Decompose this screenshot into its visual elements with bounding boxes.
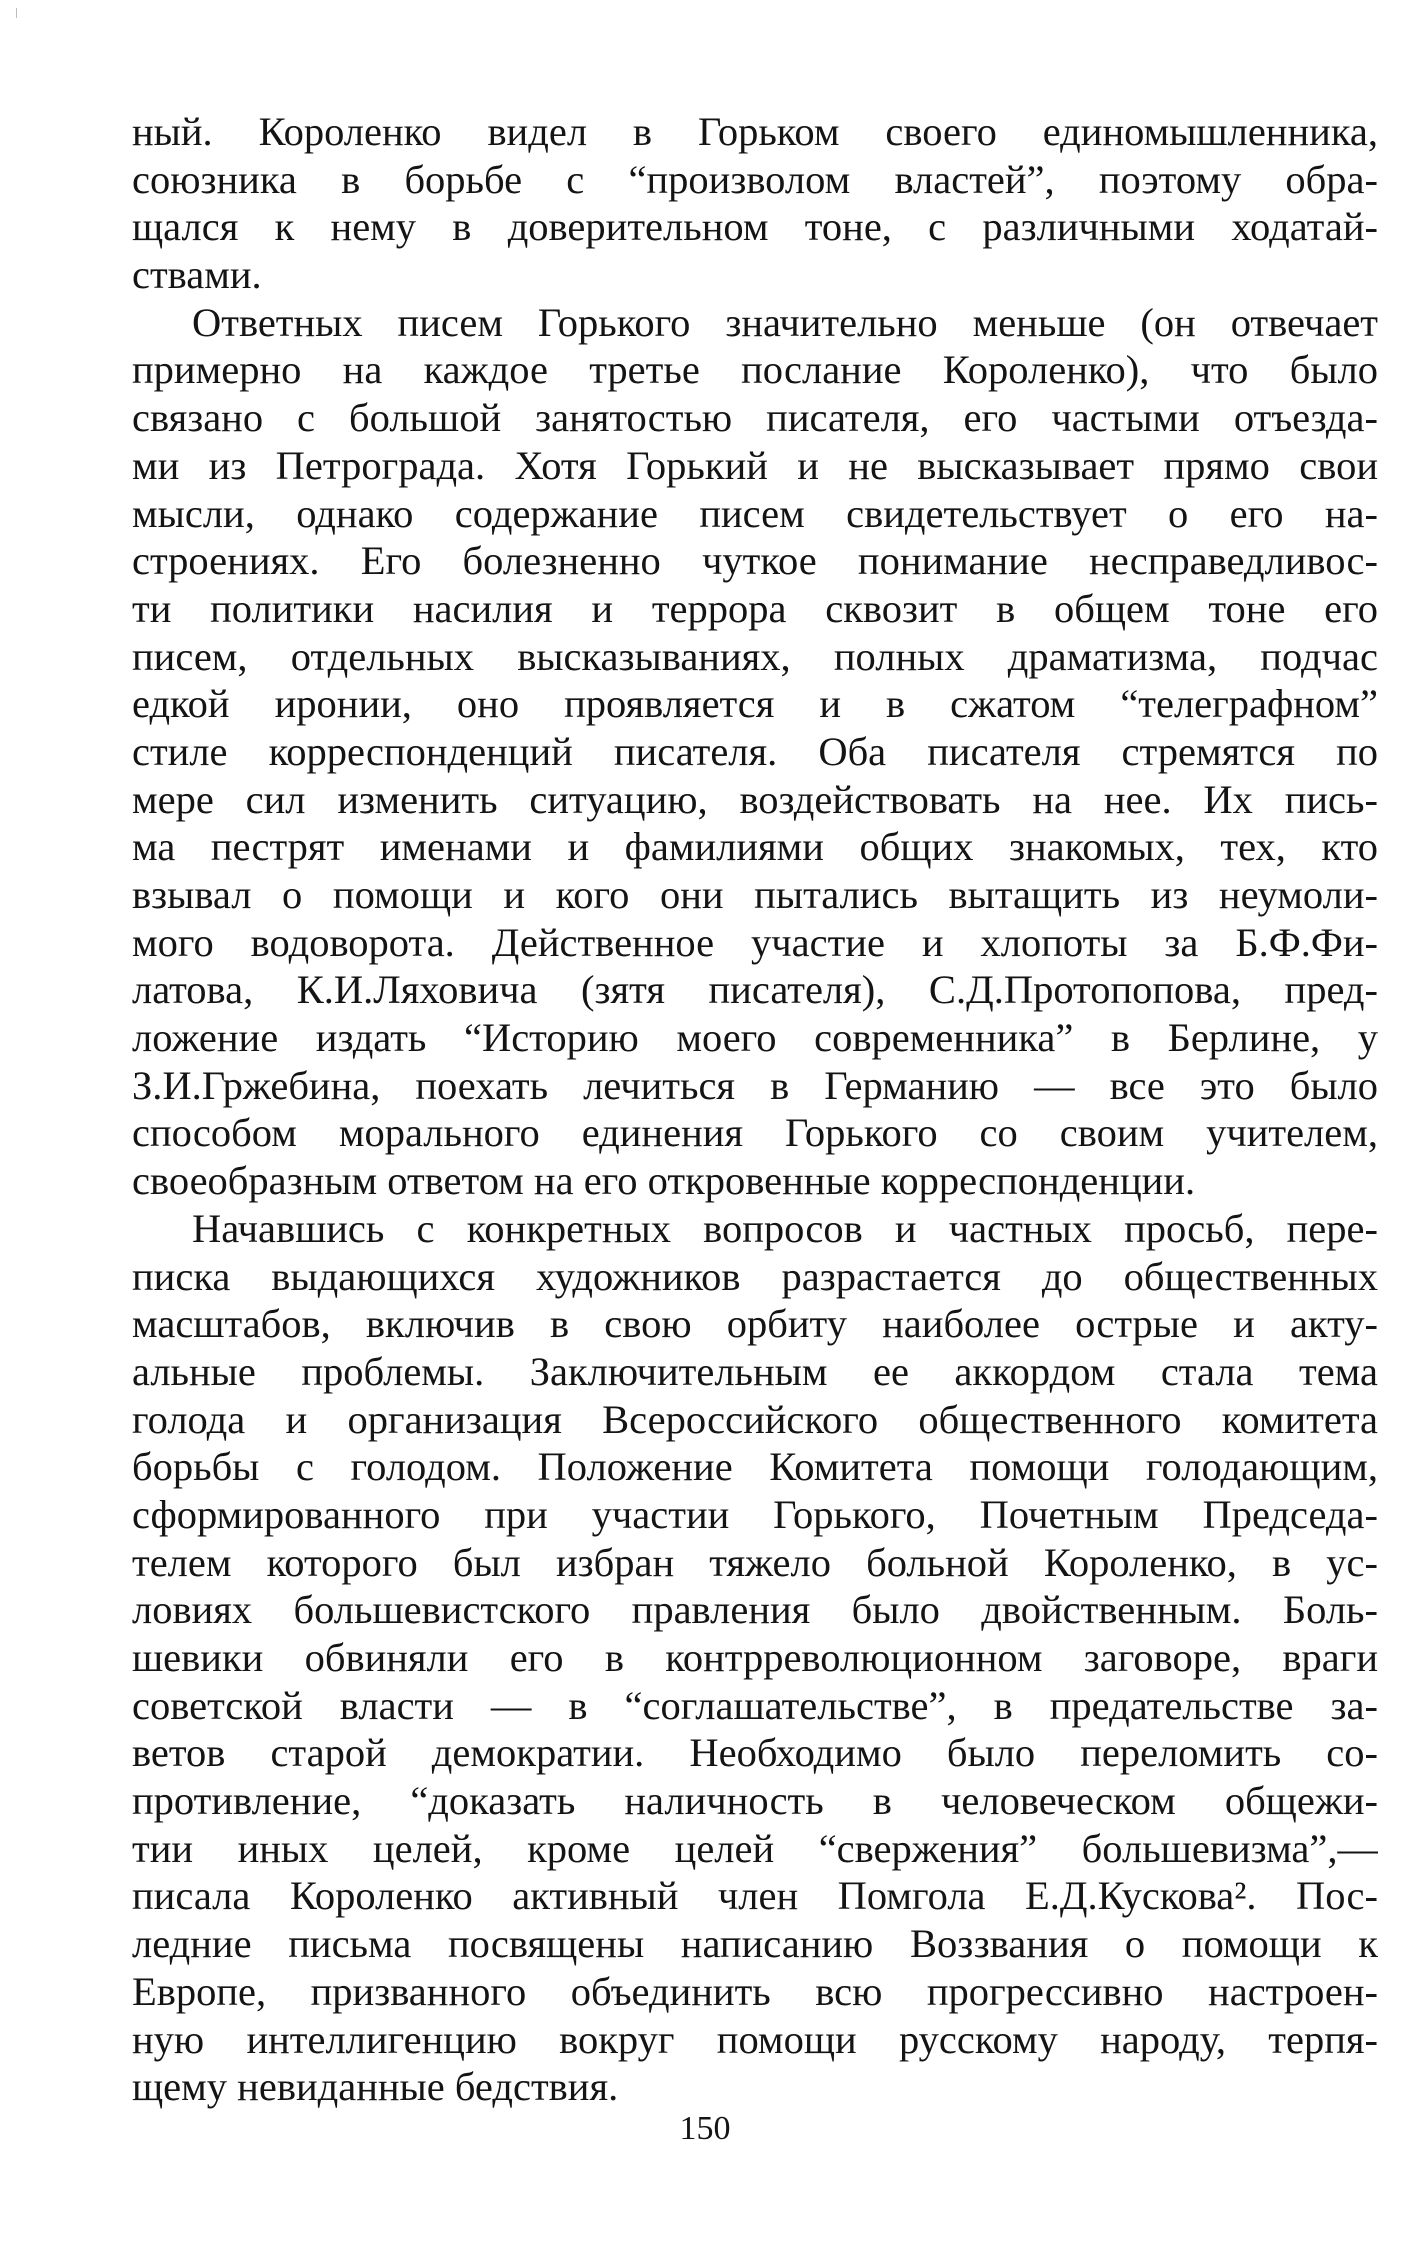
- text-line: писала Короленко активный член Помгола Е.Д.Кускова². Пос-: [132, 1873, 1378, 1919]
- text-line: З.И.Гржебина, поехать лечиться в Германию — все это было: [132, 1062, 1378, 1108]
- text-line: ветов старой демократии. Необходимо было переломить со-: [132, 1730, 1378, 1776]
- text-line: альные проблемы. Заключительным ее аккордом стала тема: [132, 1348, 1378, 1394]
- text-line: мого водоворота. Действенное участие и хлопоты за Б.Ф.Фи-: [132, 919, 1378, 965]
- scan-mark: [16, 8, 17, 18]
- text-line: противление, “доказать наличность в человеческом общежи-: [132, 1778, 1378, 1824]
- text-line: писка выдающихся художников разрастается до общественных: [132, 1253, 1378, 1299]
- text-line: щему невиданные бедствия.: [132, 2064, 619, 2110]
- text-line: ледние письма посвящены написанию Воззвания о помощи к: [132, 1921, 1378, 1967]
- text-line: латова, К.И.Ляховича (зятя писателя), С.Д.Протопопова, пред-: [132, 967, 1378, 1013]
- text-line: примерно на каждое третье послание Короленко), что было: [132, 347, 1378, 393]
- paragraph: [132, 1205, 1378, 2111]
- text-line: борьбы с голодом. Положение Комитета помощи голодающим,: [132, 1444, 1378, 1490]
- text-line: ма пестрят именами и фамилиями общих знакомых, тех, кто: [132, 824, 1378, 870]
- text-line: ную интеллигенцию вокруг помощи русскому народу, терпя-: [132, 2016, 1378, 2062]
- paragraph: [132, 108, 1378, 299]
- text-line: ми из Петрограда. Хотя Горький и не высказывает прямо свои: [132, 442, 1378, 488]
- text-line: стиле корреспонденций писателя. Оба писателя стремятся по: [132, 728, 1378, 774]
- paragraph: [132, 299, 1378, 1205]
- text-line: щался к нему в доверительном тоне, с различными ходатай-: [132, 204, 1378, 250]
- body-text: [132, 108, 1378, 2111]
- text-line: строениях. Его болезненно чуткое понимание несправедливос-: [132, 538, 1378, 584]
- text-line: телем которого был избран тяжело больной Короленко, в ус-: [132, 1539, 1378, 1585]
- text-line: голода и организация Всероссийского общественного комитета: [132, 1396, 1378, 1442]
- text-line: ловиях большевистского правления было двойственным. Боль-: [132, 1587, 1378, 1633]
- text-line: сформированного при участии Горького, Почетным Председа-: [132, 1491, 1378, 1537]
- text-line: советской власти — в “соглашательстве”, в предательстве за-: [132, 1682, 1378, 1728]
- text-line: тии иных целей, кроме целей “свержения” большевизма”,—: [132, 1825, 1378, 1871]
- text-line: Начавшись с конкретных вопросов и частных просьб, пере-: [192, 1205, 1378, 1251]
- text-line: ный. Короленко видел в Горьком своего единомышленника,: [132, 109, 1378, 154]
- text-line: мере сил изменить ситуацию, воздействовать на нее. Их пись-: [132, 776, 1378, 822]
- text-line: ложение издать “Историю моего современника” в Берлине, у: [132, 1015, 1378, 1061]
- text-line: связано с большой занятостью писателя, его частыми отъезда-: [132, 395, 1378, 441]
- text-line: масштабов, включив в свою орбиту наиболее острые и акту-: [132, 1301, 1378, 1347]
- text-line: взывал о помощи и кого они пытались вытащить из неумоли-: [132, 872, 1378, 917]
- text-line: ти политики насилия и террора сквозит в общем тоне его: [132, 585, 1378, 631]
- text-line: союзника в борьбе с “произволом властей”, поэтому обра-: [132, 156, 1378, 202]
- text-line: Ответных писем Горького значительно меньше (он отвечает: [192, 299, 1378, 345]
- text-line: своеобразным ответом на его откровенные корреспонденции.: [132, 1158, 1196, 1204]
- text-line: едкой иронии, оно проявляется и в сжатом “телеграфном”: [132, 681, 1378, 727]
- text-line: Европе, призванного объединить всю прогрессивно настроен-: [132, 1968, 1378, 2014]
- text-line: способом морального единения Горького со своим учителем,: [132, 1110, 1378, 1156]
- text-line: шевики обвиняли его в контрреволюционном заговоре, враги: [132, 1635, 1378, 1680]
- text-line: мысли, однако содержание писем свидетельствует о его на-: [132, 490, 1378, 536]
- text-line: писем, отдельных высказываниях, полных драматизма, подчас: [132, 633, 1378, 679]
- page-number: 150: [679, 2110, 731, 2147]
- text-line: ствами.: [132, 252, 262, 298]
